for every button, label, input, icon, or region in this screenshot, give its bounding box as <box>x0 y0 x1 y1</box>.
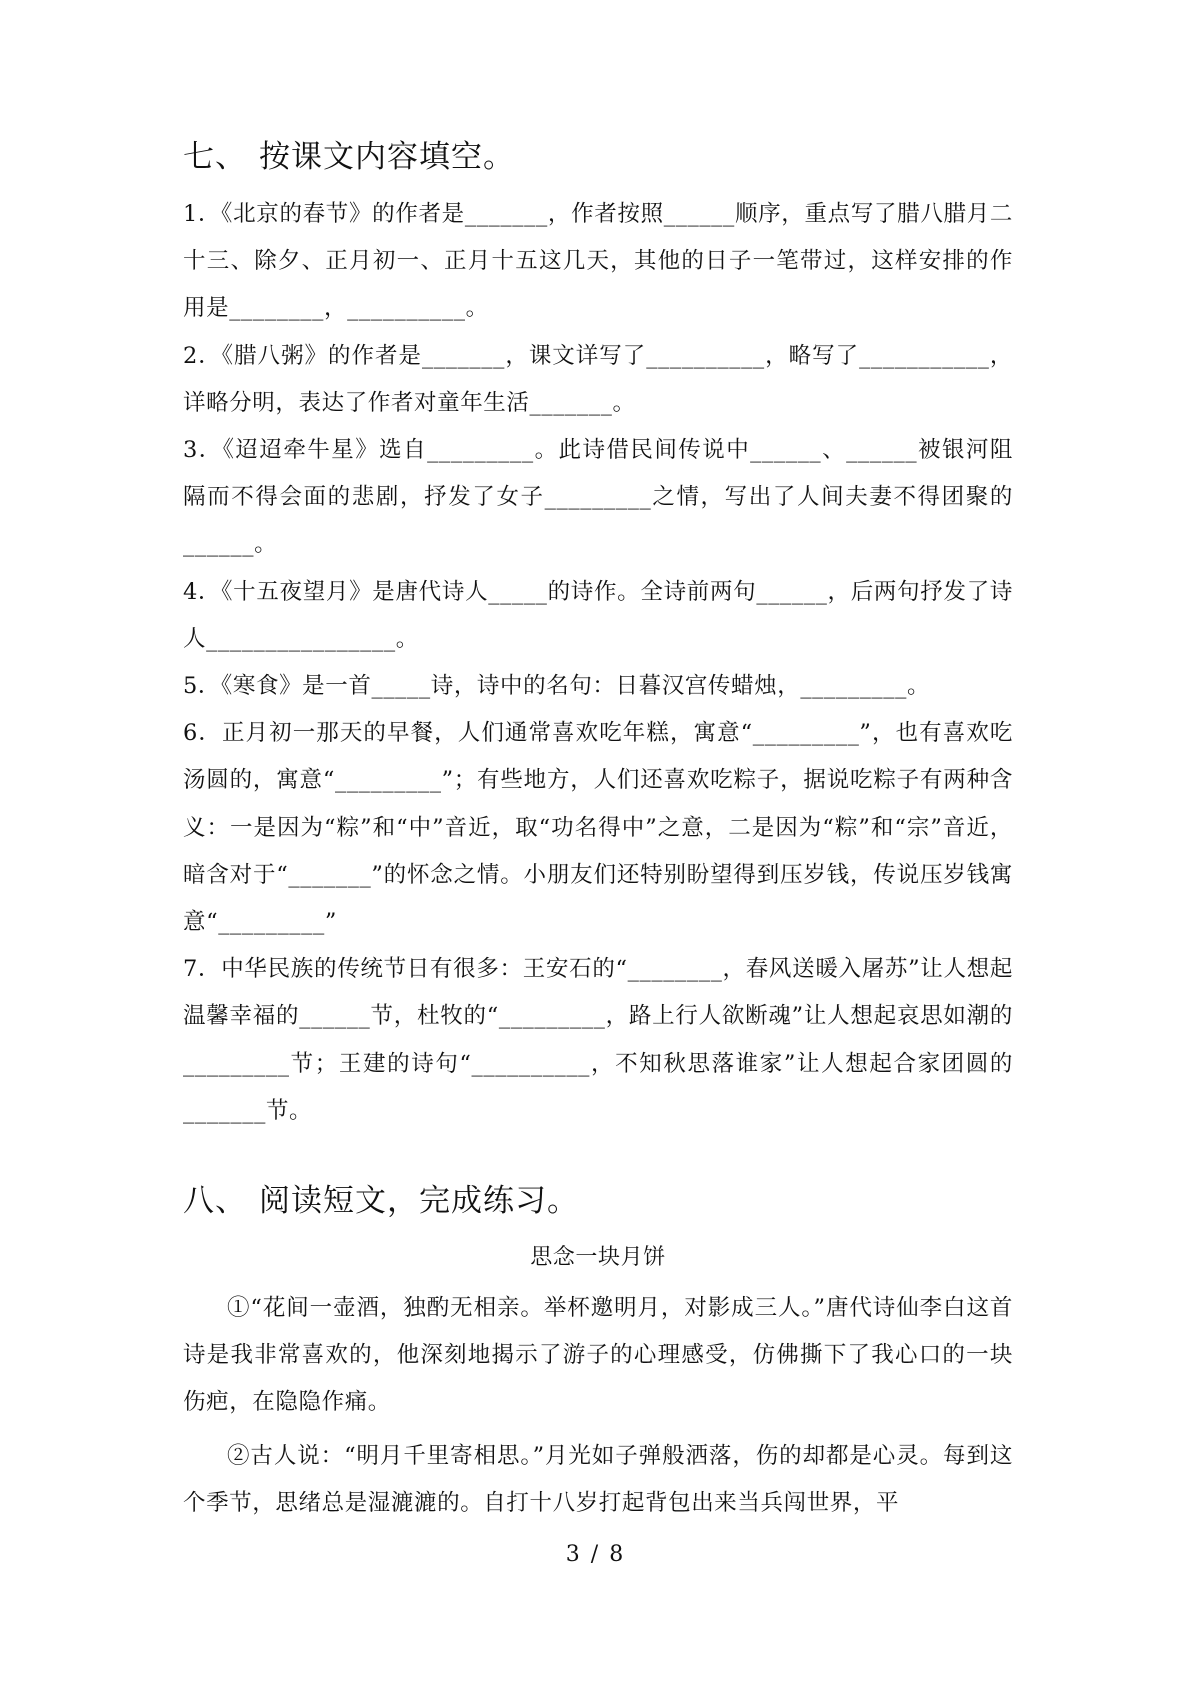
question-5: 5．《寒食》是一首_____诗，诗中的名句：日暮汉宫传蜡烛，_________。 <box>183 673 931 700</box>
question-3: 3．《迢迢牵牛星》选自_________。此诗借民间传说中______、______被银河阻隔而不得会面的悲剧，抒发了女子_________之情，写出了人间夫妻不得团聚的______。 <box>183 437 1013 558</box>
section-8-title: 阅读短文，完成练习。 <box>259 1183 579 1219</box>
section-7-heading <box>183 137 515 177</box>
passage-body <box>183 1285 1013 1527</box>
section-8-heading <box>183 1181 579 1221</box>
question-7: 7．中华民族的传统节日有很多：王安石的“________，春风送暖入屠苏”让人想起温馨幸福的______节，杜牧的“_________，路上行人欲断魂”让人想起哀思如潮的_________节；王建的诗句“__________，不知秋思落谁家”让人想起合家团圆的_______节。 <box>183 956 1013 1124</box>
section-7-questions <box>183 191 1013 1135</box>
question-1: 1．《北京的春节》的作者是_______，作者按照______顺序，重点写了腊八腊月二十三、除夕、正月初一、正月十五这几天，其他的日子一笔带过，这样安排的作用是________，__________。 <box>183 201 1013 322</box>
passage-title: 思念一块月饼 <box>530 1245 666 1270</box>
section-7-title: 按课文内容填空。 <box>259 139 515 175</box>
question-6: 6．正月初一那天的早餐，人们通常喜欢吃年糕，寓意“_________”，也有喜欢吃汤圆的，寓意“_________”；有些地方，人们还喜欢吃粽子，据说吃粽子有两种含义：一是因为“粽”和“中”音近，取“功名得中”之意，二是因为“粽”和“宗”音近，暗含对于“_______”的怀念之情。小朋友们还特别盼望得到压岁钱，传说压岁钱寓意“_________” <box>183 720 1013 936</box>
passage-paragraph-2: ②古人说：“明月千里寄相思。”月光如子弹般洒落，伤的却都是心灵。每到这个季节，思绪总是湿漉漉的。自打十八岁打起背包出来当兵闯世界，平 <box>183 1442 1013 1516</box>
section-8-number: 八、 <box>183 1183 247 1219</box>
section-7-number: 七、 <box>183 139 247 175</box>
question-2: 2．《腊八粥》的作者是_______，课文详写了__________，略写了___________，详略分明，表达了作者对童年生活_______。 <box>183 342 1013 416</box>
question-4: 4．《十五夜望月》是唐代诗人_____的诗作。全诗前两句______，后两句抒发了诗人________________。 <box>183 578 1013 652</box>
passage-paragraph-1: ①“花间一壶酒，独酌无相亲。举杯邀明月，对影成三人。”唐代诗仙李白这首诗是我非常喜欢的，他深刻地揭示了游子的心理感受，仿佛撕下了我心口的一块伤疤，在隐隐作痛。 <box>183 1295 1013 1416</box>
page-number: 3 / 8 <box>565 1542 626 1567</box>
